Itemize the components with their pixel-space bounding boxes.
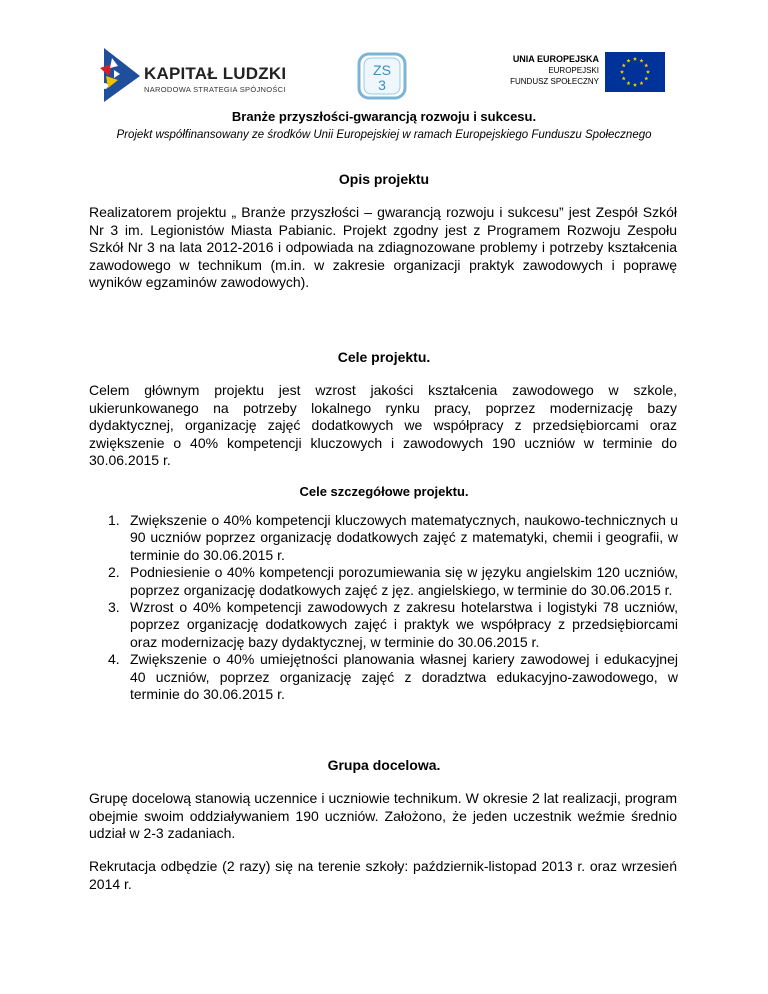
eu-logo-line3: FUNDUSZ SPOŁECZNY [510,77,599,86]
kapital-ludzki-emblem-icon [96,46,142,104]
eu-logo [510,52,665,92]
section-heading-szczegolowe: Cele szczegółowe projektu. [299,484,469,499]
paragraph-opis: Realizatorem projektu „ Branże przyszłości – gwarancją rozwoju i sukcesu” jest Zespół Szkół Nr 3 im. Legionistów Miasta Pabianic. Projekt zgodny jest z Programem Rozwoju Zespołu Szkół Nr 3 na lata 2012-2016 i odpowiada na zdiagnozowane problemy i potrzeby kształcenia zawodowego w technikum (m.in. w zakresie organizacji praktyk zawodowych i poprawę wyników egzaminów zawodowych). [89,204,677,290]
zs3-school-logo [356,52,408,100]
kapital-ludzki-title: KAPITAŁ LUDZKI [144,64,287,83]
kapital-ludzki-logo [96,46,296,104]
section-heading-grupa: Grupa docelowa. [327,757,441,773]
eu-logo-line2: EUROPEJSKI [548,66,599,75]
section-heading-cele: Cele projektu. [337,349,431,365]
eu-flag-icon [605,52,665,92]
document-title: Branże przyszłości-gwarancją rozwoju i sukcesu. [231,109,537,124]
zs3-logo-top: ZS [373,62,391,78]
list-item: 4. Zwiększenie o 40% umiejętności planowania własnej kariery zawodowej i edukacyjnej 40 uczniów, poprzez organizację zajęć z doradztwa edukacyjno-zawodowego, w terminie do 30.06.2015 r. [108,651,678,703]
document-subtitle: Projekt współfinansowany ze środków Unii Europejskiej w ramach Europejskiego Funduszu Społecznego [116,129,652,141]
list-item: 1. Zwiększenie o 40% kompetencji kluczowych matematycznych, naukowo-technicznych u 90 uczniów poprzez organizację dodatkowych zajęć z matematyki, chemii i geografii, w terminie do 30.06.2015 r. [108,512,678,563]
list-item: 2. Podniesienie o 40% kompetencji porozumiewania się w języku angielskim 120 uczniów, poprzez organizację dodatkowych zajęć z jęz. angielskiego, w terminie do 30.06.2015 r. [108,564,678,598]
paragraph-cele: Celem głównym projektu jest wzrost jakości kształcenia zawodowego w szkole, ukierunkowanego na potrzeby lokalnego rynku pracy, poprzez modernizację bazy dydaktycznej, organizację zajęć dodatkowych we współpracy z przedsiębiorcami oraz zwiększenie o 40% kompetencji kluczowych i zawodowych 190 uczniów w terminie do 30.06.2015 r. [89,382,677,468]
paragraph-grupa-1: Grupę docelową stanowią uczennice i uczniowie technikum. W okresie 2 lat realizacji, program obejmie swoim oddziaływaniem 190 uczniów. Założono, że jeden uczestnik weźmie średnio udział w 2-3 zadaniach. [89,790,677,841]
list-item: 3. Wzrost o 40% kompetencji zawodowych z zakresu hotelarstwa i logistyki 78 uczniów, poprzez organizację dodatkowych zajęć i praktyk we współpracy z przedsiębiorcami oraz modernizację bazy dydaktycznej, w terminie do 30.06.2015 r. [108,599,678,650]
section-heading-opis: Opis projektu [338,171,430,187]
specific-goals-list [108,512,678,703]
kapital-ludzki-subtitle: NARODOWA STRATEGIA SPÓJNOŚCI [144,85,286,94]
paragraph-grupa-2: Rekrutacja odbędzie (2 razy) się na terenie szkoły: październik-listopad 2013 r. oraz wrzesień 2014 r. [89,858,677,892]
eu-logo-line1: UNIA EUROPEJSKA [512,54,599,64]
zs3-logo-bottom: 3 [378,77,386,93]
